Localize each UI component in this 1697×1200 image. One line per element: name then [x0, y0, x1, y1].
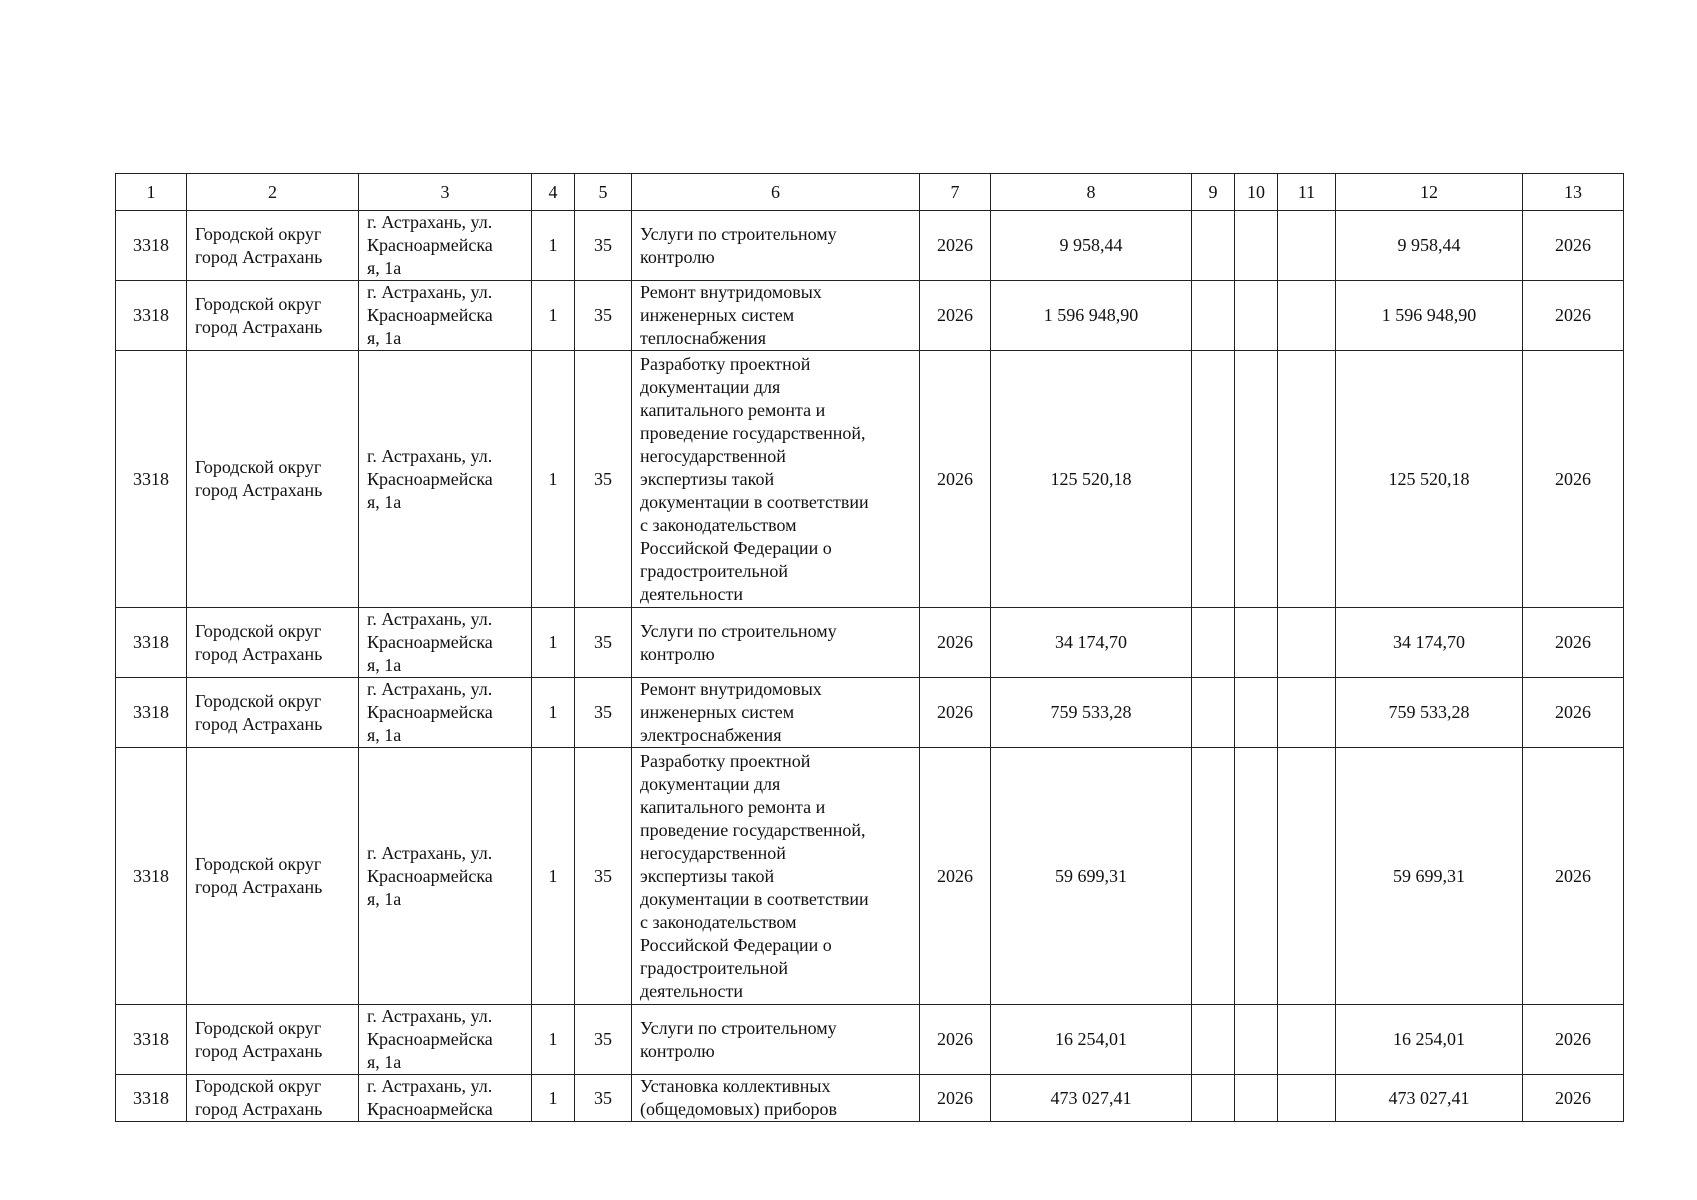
completion-year-cell-text: 2026: [1555, 865, 1591, 886]
year-cell-text: 2026: [937, 1029, 973, 1049]
amount-cell: [991, 608, 1192, 678]
row-number-cell-text: 3318: [133, 235, 169, 255]
completion-year-cell-text: 2026: [1555, 1029, 1591, 1049]
year-cell: [920, 1005, 991, 1075]
work-type-cell-text: Разработку проектной документации для капитального ремонта и проведение государственной, негосударственной экспертизы такой документации в соответствии с законодательством Российской Федерации о градостроительной деятельности: [640, 750, 869, 1001]
municipality-cell-text: Городской округ город Астрахань: [195, 223, 323, 267]
address-cell-text: г. Астрахань, ул. Красноармейска я, 1а: [367, 1006, 493, 1072]
col4-cell-text: 1: [548, 1029, 558, 1049]
amount-cell-text: 473 027,41: [1050, 1087, 1132, 1108]
completion-year-cell-text: 2026: [1555, 468, 1591, 489]
col5-cell-text: 35: [594, 632, 612, 652]
total-cell-text: 1 596 948,90: [1381, 305, 1477, 325]
row-number-cell: [116, 748, 187, 1005]
total-cell: [1336, 608, 1523, 678]
row-number-cell: [116, 351, 187, 608]
column-header: 13: [1523, 174, 1624, 211]
year-cell-text: 2026: [937, 305, 973, 325]
row-number-cell-text: 3318: [133, 305, 169, 325]
address-cell: [359, 678, 532, 748]
col9-cell: [1192, 748, 1235, 1005]
year-cell: [920, 608, 991, 678]
row-number-cell-text: 3318: [133, 1087, 169, 1108]
municipality-cell-text: Городской округ город Астрахань: [195, 690, 323, 734]
total-cell: [1336, 281, 1523, 351]
col5-cell: [575, 748, 632, 1005]
col4-cell: [532, 1005, 575, 1075]
col11-cell: [1278, 678, 1336, 748]
col4-cell-text: 1: [548, 468, 558, 489]
program-table: [115, 173, 1624, 1122]
work-type-cell: [632, 748, 920, 1005]
total-cell-text: 16 254,01: [1393, 1029, 1465, 1049]
column-header: 7: [920, 174, 991, 211]
completion-year-cell: [1523, 351, 1624, 608]
col5-cell-text: 35: [594, 702, 612, 722]
municipality-cell: [187, 678, 359, 748]
col9-cell: [1192, 1005, 1235, 1075]
table-row: [116, 211, 1624, 281]
year-cell-text: 2026: [937, 235, 973, 255]
col4-cell: [532, 678, 575, 748]
col5-cell-text: 35: [594, 865, 612, 886]
work-type-cell-text: Установка коллективных (общедомовых) приборов: [640, 1076, 837, 1119]
col5-cell-text: 35: [594, 305, 612, 325]
col10-cell: [1235, 608, 1278, 678]
work-type-cell: [632, 608, 920, 678]
column-header: 10: [1235, 174, 1278, 211]
municipality-cell: [187, 1005, 359, 1075]
municipality-cell: [187, 351, 359, 608]
column-header: 1: [116, 174, 187, 211]
completion-year-cell-text: 2026: [1555, 305, 1591, 325]
work-type-cell: [632, 211, 920, 281]
year-cell-text: 2026: [937, 865, 973, 886]
year-cell: [920, 678, 991, 748]
municipality-cell: [187, 1075, 359, 1122]
total-cell-text: 34 174,70: [1393, 632, 1465, 652]
completion-year-cell-text: 2026: [1555, 235, 1591, 255]
table-row: [116, 678, 1624, 748]
col9-cell: [1192, 608, 1235, 678]
column-header: 9: [1192, 174, 1235, 211]
total-cell: [1336, 678, 1523, 748]
col4-cell-text: 1: [548, 235, 558, 255]
completion-year-cell-text: 2026: [1555, 1087, 1591, 1108]
address-cell: [359, 211, 532, 281]
col5-cell: [575, 608, 632, 678]
row-number-cell: [116, 281, 187, 351]
amount-cell: [991, 211, 1192, 281]
col11-cell: [1278, 1075, 1336, 1122]
municipality-cell: [187, 748, 359, 1005]
table-row: [116, 1005, 1624, 1075]
amount-cell-text: 16 254,01: [1055, 1029, 1127, 1049]
row-number-cell-text: 3318: [133, 468, 169, 489]
completion-year-cell: [1523, 608, 1624, 678]
year-cell: [920, 211, 991, 281]
completion-year-cell: [1523, 211, 1624, 281]
col10-cell: [1235, 678, 1278, 748]
col4-cell-text: 1: [548, 1087, 558, 1108]
col4-cell: [532, 211, 575, 281]
address-cell-text: г. Астрахань, ул. Красноармейска я, 1а: [367, 842, 493, 909]
amount-cell-text: 9 958,44: [1059, 235, 1123, 255]
row-number-cell: [116, 608, 187, 678]
address-cell-text: г. Астрахань, ул. Красноармейска я, 1а: [367, 445, 493, 512]
work-type-cell: [632, 351, 920, 608]
address-cell-text: г. Астрахань, ул. Красноармейска я, 1а: [367, 609, 493, 675]
col5-cell: [575, 281, 632, 351]
completion-year-cell-text: 2026: [1555, 632, 1591, 652]
total-cell-text: 125 520,18: [1388, 468, 1470, 489]
municipality-cell-text: Городской округ город Астрахань: [195, 293, 323, 337]
address-cell-text: г. Астрахань, ул. Красноармейска я, 1а: [367, 212, 493, 278]
total-cell-text: 473 027,41: [1388, 1087, 1470, 1108]
col5-cell-text: 35: [594, 235, 612, 255]
table-row: [116, 1075, 1624, 1122]
col5-cell: [575, 678, 632, 748]
total-cell-text: 759 533,28: [1388, 702, 1470, 722]
col4-cell: [532, 608, 575, 678]
amount-cell-text: 34 174,70: [1055, 632, 1127, 652]
amount-cell-text: 1 596 948,90: [1043, 305, 1139, 325]
row-number-cell: [116, 211, 187, 281]
col11-cell: [1278, 1005, 1336, 1075]
municipality-cell: [187, 608, 359, 678]
col10-cell: [1235, 1005, 1278, 1075]
col5-cell: [575, 351, 632, 608]
col10-cell: [1235, 211, 1278, 281]
address-cell-text: г. Астрахань, ул. Красноармейска: [367, 1076, 493, 1119]
work-type-cell: [632, 1075, 920, 1122]
col4-cell-text: 1: [548, 632, 558, 652]
table-row: [116, 608, 1624, 678]
municipality-cell-text: Городской округ город Астрахань: [195, 457, 323, 500]
col10-cell: [1235, 1075, 1278, 1122]
total-cell-text: 59 699,31: [1393, 865, 1465, 886]
work-type-cell: [632, 281, 920, 351]
row-number-cell-text: 3318: [133, 1029, 169, 1049]
col11-cell: [1278, 351, 1336, 608]
amount-cell: [991, 281, 1192, 351]
year-cell-text: 2026: [937, 1087, 973, 1108]
column-header: 12: [1336, 174, 1523, 211]
work-type-cell-text: Услуги по строительному контролю: [640, 620, 837, 664]
completion-year-cell: [1523, 1005, 1624, 1075]
total-cell-text: 9 958,44: [1397, 235, 1461, 255]
col5-cell-text: 35: [594, 1087, 612, 1108]
year-cell: [920, 1075, 991, 1122]
amount-cell-text: 125 520,18: [1050, 468, 1132, 489]
work-type-cell-text: Услуги по строительному контролю: [640, 1017, 837, 1061]
table-row: [116, 281, 1624, 351]
municipality-cell: [187, 211, 359, 281]
address-cell: [359, 351, 532, 608]
col4-cell: [532, 748, 575, 1005]
col5-cell: [575, 1075, 632, 1122]
amount-cell: [991, 678, 1192, 748]
completion-year-cell: [1523, 1075, 1624, 1122]
work-type-cell-text: Услуги по строительному контролю: [640, 223, 837, 267]
col4-cell-text: 1: [548, 305, 558, 325]
address-cell: [359, 1075, 532, 1122]
address-cell: [359, 748, 532, 1005]
column-header: 4: [532, 174, 575, 211]
year-cell: [920, 748, 991, 1005]
completion-year-cell: [1523, 678, 1624, 748]
table-row: [116, 351, 1624, 608]
amount-cell: [991, 351, 1192, 608]
work-type-cell-text: Разработку проектной документации для капитального ремонта и проведение государственной, негосударственной экспертизы такой документации в соответствии с законодательством Российской Федерации о градостроительной деятельности: [640, 353, 869, 604]
work-type-cell: [632, 678, 920, 748]
year-cell: [920, 351, 991, 608]
col9-cell: [1192, 1075, 1235, 1122]
col5-cell: [575, 211, 632, 281]
col5-cell: [575, 1005, 632, 1075]
col9-cell: [1192, 211, 1235, 281]
municipality-cell-text: Городской округ город Астрахань: [195, 1017, 323, 1061]
municipality-cell-text: Городской округ город Астрахань: [195, 854, 323, 897]
col11-cell: [1278, 281, 1336, 351]
row-number-cell-text: 3318: [133, 702, 169, 722]
amount-cell: [991, 1005, 1192, 1075]
work-type-cell-text: Ремонт внутридомовых инженерных систем теплоснабжения: [640, 282, 822, 348]
total-cell: [1336, 211, 1523, 281]
col4-cell-text: 1: [548, 865, 558, 886]
total-cell: [1336, 351, 1523, 608]
address-cell: [359, 608, 532, 678]
col10-cell: [1235, 281, 1278, 351]
total-cell: [1336, 1005, 1523, 1075]
address-cell-text: г. Астрахань, ул. Красноармейска я, 1а: [367, 282, 493, 348]
row-number-cell: [116, 678, 187, 748]
col9-cell: [1192, 351, 1235, 608]
col11-cell: [1278, 748, 1336, 1005]
col4-cell: [532, 1075, 575, 1122]
amount-cell: [991, 1075, 1192, 1122]
col4-cell-text: 1: [548, 702, 558, 722]
address-cell-text: г. Астрахань, ул. Красноармейска я, 1а: [367, 679, 493, 745]
work-type-cell-text: Ремонт внутридомовых инженерных систем электроснабжения: [640, 679, 822, 745]
column-header: 3: [359, 174, 532, 211]
col5-cell-text: 35: [594, 1029, 612, 1049]
amount-cell-text: 59 699,31: [1055, 865, 1127, 886]
amount-cell: [991, 748, 1192, 1005]
row-number-cell-text: 3318: [133, 632, 169, 652]
column-header: 5: [575, 174, 632, 211]
col4-cell: [532, 351, 575, 608]
completion-year-cell-text: 2026: [1555, 702, 1591, 722]
col10-cell: [1235, 351, 1278, 608]
header-row: [116, 174, 1624, 211]
column-header: 11: [1278, 174, 1336, 211]
year-cell-text: 2026: [937, 632, 973, 652]
year-cell-text: 2026: [937, 702, 973, 722]
column-header: 2: [187, 174, 359, 211]
col9-cell: [1192, 678, 1235, 748]
address-cell: [359, 1005, 532, 1075]
municipality-cell-text: Городской округ город Астрахань: [195, 1076, 323, 1119]
municipality-cell-text: Городской округ город Астрахань: [195, 620, 323, 664]
col9-cell: [1192, 281, 1235, 351]
col10-cell: [1235, 748, 1278, 1005]
work-type-cell: [632, 1005, 920, 1075]
col11-cell: [1278, 211, 1336, 281]
col11-cell: [1278, 608, 1336, 678]
total-cell: [1336, 748, 1523, 1005]
row-number-cell-text: 3318: [133, 865, 169, 886]
table-row: [116, 748, 1624, 1005]
col5-cell-text: 35: [594, 468, 612, 489]
address-cell: [359, 281, 532, 351]
row-number-cell: [116, 1075, 187, 1122]
col4-cell: [532, 281, 575, 351]
total-cell: [1336, 1075, 1523, 1122]
amount-cell-text: 759 533,28: [1050, 702, 1132, 722]
year-cell-text: 2026: [937, 468, 973, 489]
row-number-cell: [116, 1005, 187, 1075]
year-cell: [920, 281, 991, 351]
municipality-cell: [187, 281, 359, 351]
column-header: 6: [632, 174, 920, 211]
column-header: 8: [991, 174, 1192, 211]
completion-year-cell: [1523, 281, 1624, 351]
completion-year-cell: [1523, 748, 1624, 1005]
